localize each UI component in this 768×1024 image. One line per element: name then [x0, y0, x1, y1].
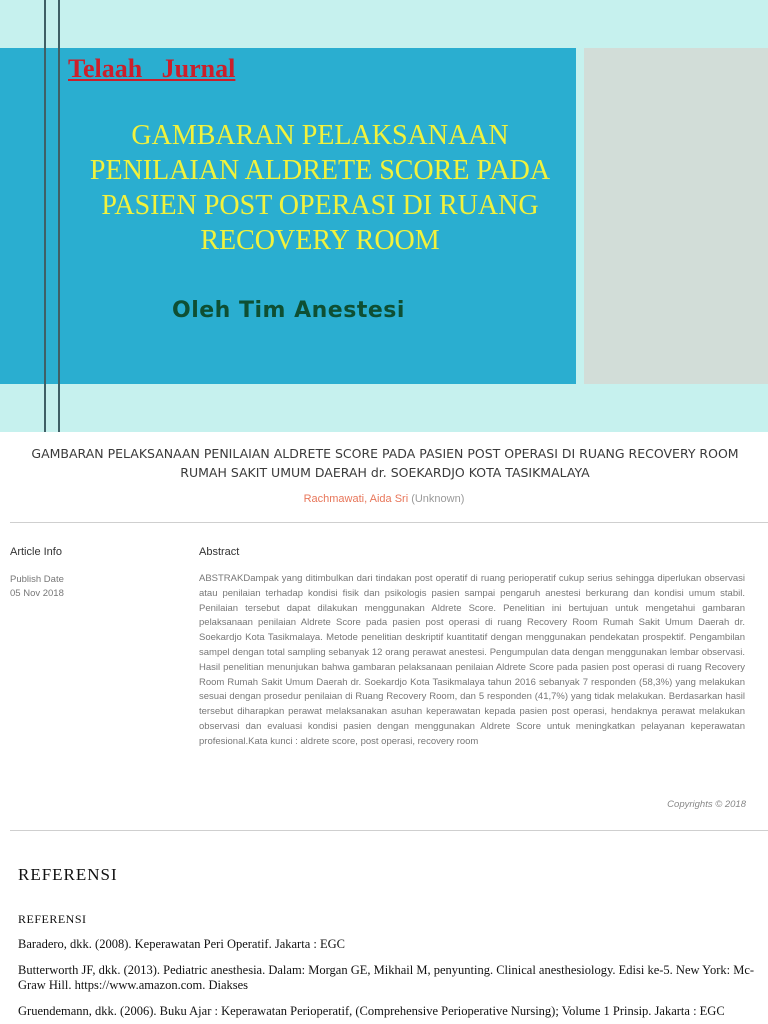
- title-slide: [0, 0, 768, 432]
- article-info-heading: Article Info: [10, 546, 62, 558]
- abstract-heading: Abstract: [199, 546, 240, 558]
- article-title: GAMBARAN PELAKSANAAN PENILAIAN ALDRETE SCORE PADA PASIEN POST OPERASI DI RUANG RECOVERY ROOM RUMAH SAKIT UMUM DAERAH dr. SOEKARDJO KOTA TASIKMALAYA: [31, 446, 739, 480]
- article-author[interactable]: Rachmawati, Aida Sri: [303, 493, 409, 505]
- publish-date-value: 05 Nov 2018: [10, 588, 64, 599]
- article-card: [0, 432, 768, 840]
- article-affiliation: (Unknown): [411, 493, 465, 505]
- references-section: [0, 840, 768, 1024]
- reference-item: Gruendemann, dkk. (2006). Buku Ajar : Keperawatan Perioperatif, (Comprehensive Perioperative Nursing); Volume 1 Prinsip. Jakarta : EGC: [18, 1004, 725, 1018]
- slide-divider-line-overlay: [58, 0, 60, 432]
- divider: [10, 522, 768, 523]
- slide-title: GAMBARAN PELAKSANAAN PENILAIAN ALDRETE SCORE PADA PASIEN POST OPERASI DI RUANG RECOVERY ROOM: [89, 120, 551, 256]
- slide-author: Oleh Tim Anestesi: [172, 298, 405, 323]
- references-subheading: REFERENSI: [18, 912, 87, 926]
- slide-label: Telaah Jurnal: [68, 54, 236, 83]
- publish-date-label: Publish Date: [10, 574, 64, 585]
- reference-item: Baradero, dkk. (2008). Keperawatan Peri Operatif. Jakarta : EGC: [18, 937, 345, 951]
- references-heading: REFERENSI: [18, 865, 118, 884]
- slide-divider-line-overlay: [44, 0, 46, 432]
- article-author-line: [0, 493, 768, 505]
- slide-side-panel: [584, 48, 768, 384]
- copyright-text: Copyrights © 2018: [667, 799, 746, 810]
- reference-item: Butterworth JF, dkk. (2013). Pediatric anesthesia. Dalam: Morgan GE, Mikhail M, penyunting. Clinical anesthesiology. Edisi ke-5. New York: Mc- Graw Hill. https://www.amazon.com. Diakses: [18, 963, 755, 992]
- divider: [10, 830, 768, 831]
- abstract-text: ABSTRAKDampak yang ditimbulkan dari tindakan post operatif di ruang perioperatif cukup serius sehingga diperlukan observasi atau penilaian terhadap kondisi fisik dan psikologis pasien sampai pengaruh anestesi berkurang dan kondisi umum stabil. Penilaian tersebut dapat dilakukan menggunakan Aldrete Score. Penelitian ini bertujuan untuk mengetahui gambaran pelaksanaan penilaian Aldrete Score pada pasien post operasi di ruang Recovery Room Rumah Sakit Umum Daerah dr. Soekardjo Kota Tasikmalaya. Metode penelitian deskriptif kuantitatif dengan menggunakan pendekatan prospektif. Pengambilan sampel dengan total sampling sebanyak 12 orang perawat anestesi. Pengumpulan data dengan menggunakan lembar observasi. Hasil penelitian menunjukan bahwa gambaran pelaksanaan penilaian Aldrete Score pada pasien post operasi di ruang Recovery Room Rumah Sakit Umum Daerah dr. Soekardjo Kota Tasikmalaya tahun 2016 sebanyak 7 responden (58,3%) yang melakukan sesuai dengan prosedur penilaian di Ruang Recovery Room, dan 5 responden (41,7%) yang tidak melakukan. Berdasarkan hasil tersebut diharapkan perawat melaksanakan asuhan keperawatan kepada pasien post operasi, hendaknya perawat melakukan observasi dan evaluasi kondisi pasien dengan menggunakan Aldrete Score untuk meningkatkan pelayanan keperawatan profesional.Kata kunci : aldrete score, post operasi, recovery room: [199, 573, 745, 747]
